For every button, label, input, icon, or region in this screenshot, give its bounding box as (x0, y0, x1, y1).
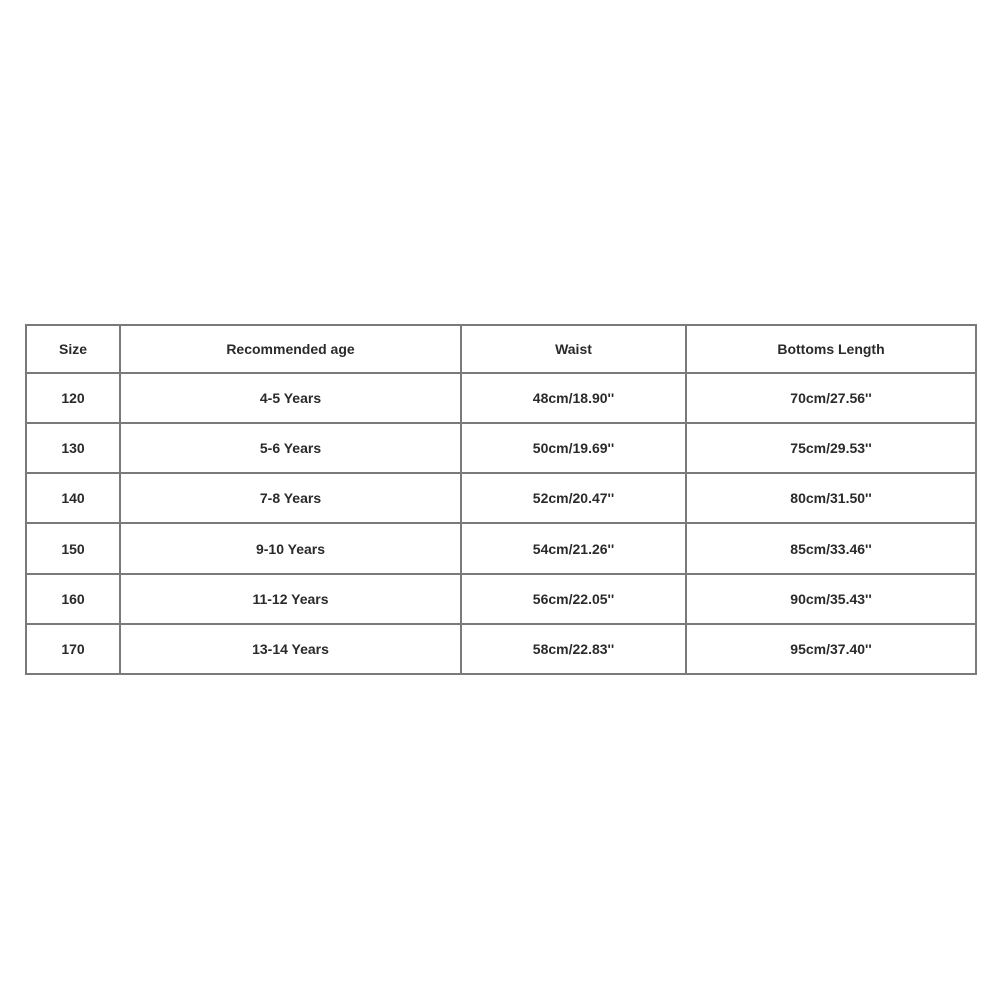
cell-bottoms-length: 85cm/33.46'' (686, 523, 976, 573)
header-waist: Waist (461, 325, 686, 373)
cell-waist: 54cm/21.26'' (461, 523, 686, 573)
table-row (26, 473, 976, 523)
cell-recommended-age: 7-8 Years (120, 473, 461, 523)
cell-size: 160 (26, 574, 120, 624)
cell-waist: 50cm/19.69'' (461, 423, 686, 473)
cell-waist: 58cm/22.83'' (461, 624, 686, 674)
table-header-row (26, 325, 976, 373)
cell-size: 130 (26, 423, 120, 473)
cell-recommended-age: 9-10 Years (120, 523, 461, 573)
cell-waist: 56cm/22.05'' (461, 574, 686, 624)
cell-size: 170 (26, 624, 120, 674)
cell-recommended-age: 5-6 Years (120, 423, 461, 473)
cell-waist: 52cm/20.47'' (461, 473, 686, 523)
table-row (26, 624, 976, 674)
header-size: Size (26, 325, 120, 373)
cell-size: 140 (26, 473, 120, 523)
table-row (26, 574, 976, 624)
cell-bottoms-length: 75cm/29.53'' (686, 423, 976, 473)
cell-recommended-age: 4-5 Years (120, 373, 461, 423)
cell-size: 120 (26, 373, 120, 423)
cell-waist: 48cm/18.90'' (461, 373, 686, 423)
table-row (26, 373, 976, 423)
cell-bottoms-length: 95cm/37.40'' (686, 624, 976, 674)
header-bottoms-length: Bottoms Length (686, 325, 976, 373)
cell-size: 150 (26, 523, 120, 573)
table-row (26, 423, 976, 473)
table-row (26, 523, 976, 573)
cell-bottoms-length: 70cm/27.56'' (686, 373, 976, 423)
cell-recommended-age: 13-14 Years (120, 624, 461, 674)
cell-bottoms-length: 90cm/35.43'' (686, 574, 976, 624)
cell-bottoms-length: 80cm/31.50'' (686, 473, 976, 523)
header-recommended-age: Recommended age (120, 325, 461, 373)
cell-recommended-age: 11-12 Years (120, 574, 461, 624)
size-chart-table (25, 324, 977, 675)
